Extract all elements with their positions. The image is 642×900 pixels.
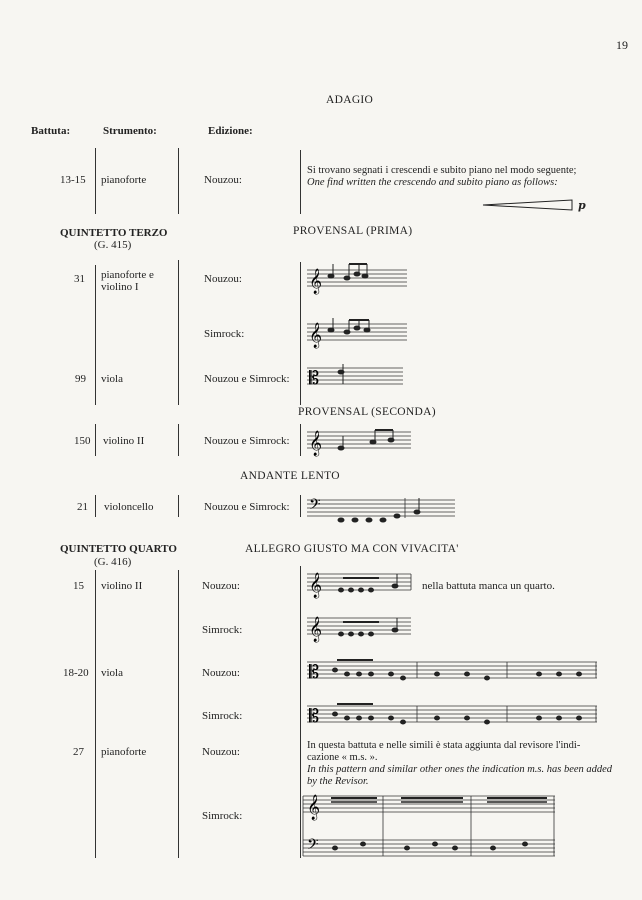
- header-edizione: Edizione:: [208, 125, 253, 137]
- row4-strumento: violino II: [103, 435, 145, 447]
- row1-battuta: 13-15: [60, 174, 86, 186]
- section-provensal-seconda: PROVENSAL (SECONDA): [298, 406, 436, 418]
- page-number: 19: [616, 38, 628, 52]
- row8-note-en: In this pattern and similar other ones the indication m.s. has been added: [307, 764, 613, 775]
- alto-clef-icon: 𝄡: [309, 662, 320, 683]
- row1-note-it: Si trovano segnati i crescendi e subito piano nel modo seguente;: [307, 165, 577, 176]
- staff-row2-nouzou: [307, 256, 407, 292]
- row8-edizione-a: Nouzou:: [202, 746, 240, 758]
- row6-edizione-a: Nouzou:: [202, 580, 240, 592]
- row8-battuta: 27: [73, 746, 84, 758]
- row5-edizione: Nouzou e Simrock:: [204, 501, 290, 513]
- row6-note: nella battuta manca un quarto.: [422, 580, 555, 592]
- section-allegro: ALLEGRO GIUSTO MA CON VIVACITA': [245, 543, 459, 555]
- bass-clef-icon: 𝄢: [307, 836, 319, 857]
- row5-battuta: 21: [77, 501, 88, 513]
- staff-row7-nouzou: [307, 656, 597, 686]
- row1-note-en: One find written the crescendo and subito piano as follows:: [307, 177, 558, 188]
- section-quintetto-quarto-g: (G. 416): [94, 556, 132, 568]
- staff-row4: [307, 422, 411, 458]
- header-strumento: Strumento:: [103, 125, 157, 137]
- row2-battuta: 31: [74, 273, 85, 285]
- staff-row3: [307, 362, 403, 390]
- row8-note-it: In questa battuta e nelle simili è stata aggiunta dal revisore l'indi-: [307, 740, 581, 751]
- treble-clef-icon: 𝄞: [309, 323, 323, 348]
- section-quintetto-quarto: QUINTETTO QUARTO: [60, 543, 177, 555]
- section-provensal-prima: PROVENSAL (PRIMA): [293, 225, 413, 237]
- row4-battuta: 150: [74, 435, 91, 447]
- row3-battuta: 99: [75, 373, 86, 385]
- section-andante-lento: ANDANTE LENTO: [240, 470, 340, 482]
- row2-edizione-b: Simrock:: [204, 328, 245, 340]
- row7-battuta: 18-20: [63, 667, 89, 679]
- header-battuta: Battuta:: [31, 125, 71, 137]
- dynamic-p: p: [578, 199, 586, 212]
- treble-clef-icon: 𝄞: [309, 431, 323, 456]
- section-quintetto-terzo: QUINTETTO TERZO: [60, 227, 168, 239]
- staff-row6-simrock: [307, 612, 411, 642]
- row7-edizione-a: Nouzou:: [202, 667, 240, 679]
- alto-clef-icon: 𝄡: [309, 368, 320, 389]
- row6-battuta: 15: [73, 580, 84, 592]
- row6-strumento: violino II: [101, 580, 143, 592]
- section-adagio: ADAGIO: [326, 94, 374, 106]
- staff-row7-simrock: [307, 700, 597, 730]
- row1-strumento: pianoforte: [101, 174, 147, 186]
- staff-row6-nouzou: [307, 568, 411, 598]
- treble-clef-icon: 𝄞: [309, 269, 323, 294]
- staff-row5: [307, 494, 455, 528]
- row8-note-it2: cazione « m.s. ».: [307, 752, 378, 763]
- row5-strumento: violoncello: [104, 501, 154, 513]
- row3-strumento: viola: [101, 373, 123, 385]
- row8-strumento: pianoforte: [101, 746, 147, 758]
- row6-edizione-b: Simrock:: [202, 624, 243, 636]
- treble-clef-icon: 𝄞: [309, 573, 323, 598]
- row8-edizione-b: Simrock:: [202, 810, 243, 822]
- bass-clef-icon: 𝄢: [309, 496, 321, 517]
- grand-staff-row8: [303, 788, 555, 868]
- staff-row2-simrock: [307, 310, 407, 346]
- row3-edizione: Nouzou e Simrock:: [204, 373, 290, 385]
- row7-strumento: viola: [101, 667, 123, 679]
- row2-edizione-a: Nouzou:: [204, 273, 242, 285]
- section-quintetto-terzo-g: (G. 415): [94, 239, 132, 251]
- row2-strumento-2: violino I: [101, 281, 139, 293]
- row4-edizione: Nouzou e Simrock:: [204, 435, 290, 447]
- treble-clef-icon: 𝄞: [309, 617, 323, 642]
- crescendo-hairpin: [483, 198, 593, 212]
- alto-clef-icon: 𝄡: [309, 706, 320, 727]
- row1-edizione: Nouzou:: [204, 174, 242, 186]
- row2-strumento-1: pianoforte e: [101, 269, 154, 281]
- treble-clef-icon: 𝄞: [307, 795, 321, 820]
- row8-note-en2: by the Revisor.: [307, 776, 369, 787]
- row7-edizione-b: Simrock:: [202, 710, 243, 722]
